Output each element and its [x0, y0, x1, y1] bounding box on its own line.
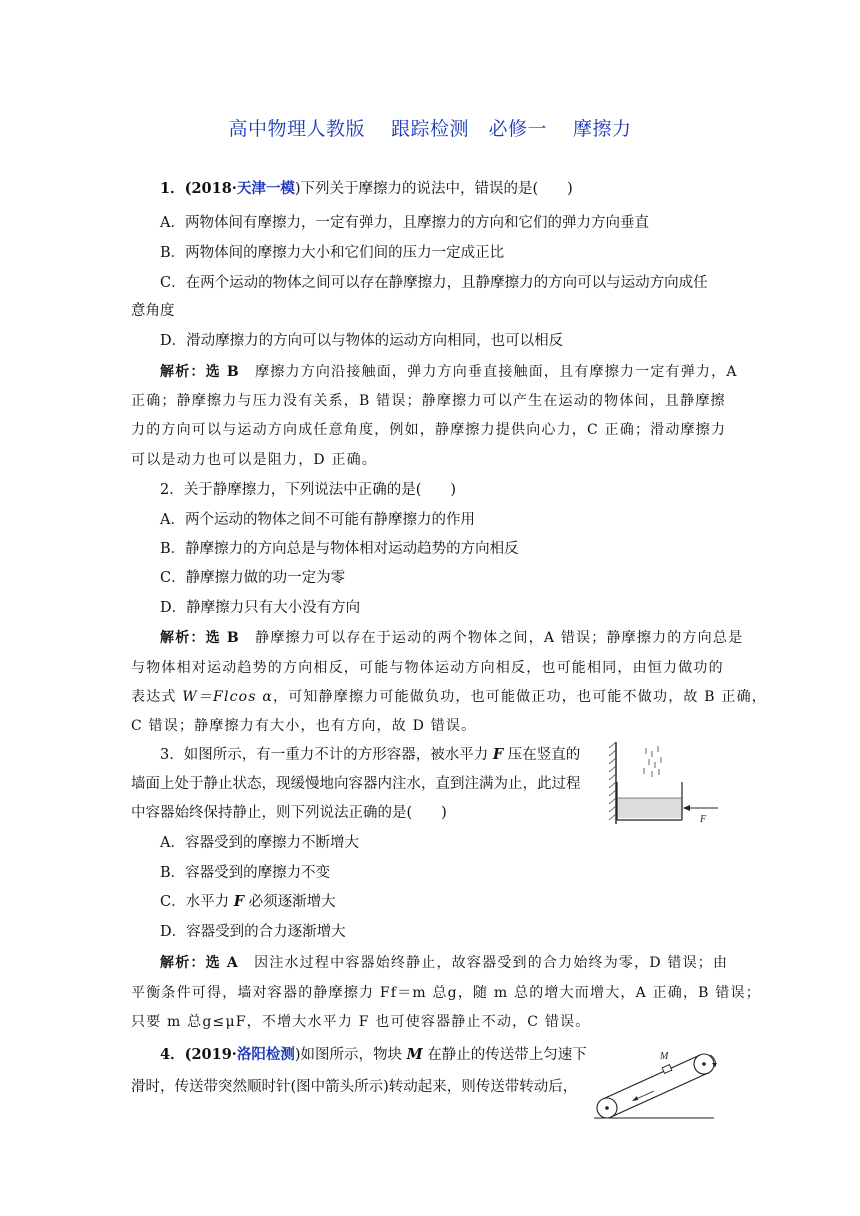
- q3-solution-line2: 平衡条件可得，墙对容器的静摩擦力 Ff＝m 总g，随 m 总的增大而增大，A 正确，B 错误；: [131, 985, 761, 1001]
- page-title: 高中物理人教版 跟踪检测 必修一 摩擦力: [228, 118, 632, 140]
- q2-solution-text: 静摩擦力可以存在于运动的两个物体之间，A 错误；静摩擦力的方向总是: [239, 630, 744, 646]
- q2-solution-lead: 解析：选 B: [160, 630, 240, 646]
- wall: [609, 742, 616, 824]
- falling-water-drops: [644, 746, 661, 777]
- q3-solution-line3: 只要 m 总g≤μF，不增大水平力 F 也可使容器静止不动，C 错误。: [131, 1014, 591, 1030]
- q1-solution-line4: 可以是动力也可以是阻力，D 正确。: [131, 452, 378, 468]
- q3-option-d: D．容器受到的合力逐渐增大: [160, 924, 346, 940]
- q1-option-c-line1: C．在两个运动的物体之间可以存在静摩擦力，且静摩擦力的方向可以与运动方向成任: [160, 275, 708, 291]
- q2-option-c: C．静摩擦力做的功一定为零: [160, 570, 346, 586]
- conveyor-belt: [594, 1054, 714, 1118]
- q4-stem-line1-start: )如图所示，物块: [294, 1047, 407, 1063]
- q3-option-c-end: 必须逐渐增大: [244, 894, 336, 910]
- q1-option-d: D．滑动摩擦力的方向可以与物体的运动方向相同，也可以相反: [160, 333, 564, 349]
- q2-option-d: D．静摩擦力只有大小没有方向: [160, 600, 361, 616]
- q2-solution-line3-start: 表达式: [131, 689, 183, 705]
- q1-solution-text: 摩擦力方向沿接触面，弹力方向垂直接触面，且有摩擦力一定有弹力，A: [239, 364, 738, 380]
- q3-solution-text: 因注水过程中容器始终静止，故容器受到的合力始终为零，D 错误；由: [238, 955, 729, 971]
- q2-option-b: B．静摩擦力的方向总是与物体相对运动趋势的方向相反: [160, 541, 519, 557]
- block-m: [662, 1065, 672, 1074]
- force-label: F: [700, 814, 707, 825]
- force-arrow: [683, 805, 718, 811]
- q2-stem: 2．关于静摩擦力，下列说法中正确的是( ): [160, 482, 457, 498]
- q2-solution-line2: 与物体相对运动趋势的方向相反，可能与物体运动方向相反，也可能相同，由恒力做功的: [131, 660, 724, 676]
- container: [617, 782, 682, 820]
- q1-number: 1．(2018·: [160, 180, 237, 197]
- q4-stem-line1: [160, 1045, 587, 1065]
- q2-solution-line4: C 错误；静摩擦力有大小，也有方向，故 D 错误。: [131, 718, 477, 734]
- q2-solution-line3-end: ，可知静摩擦力可能做负功，也可能做正功，也可能不做功，故 B 正确，: [273, 689, 767, 705]
- q4-figure: [588, 1042, 728, 1126]
- q1-solution-line2: 正确；静摩擦力与压力没有关系，B 错误；静摩擦力可以产生在运动的物体间，且静摩擦: [131, 393, 726, 409]
- q3-option-c: [160, 892, 336, 912]
- q3-stem-line1-start: 3．如图所示，有一重力不计的方形容器，被水平力: [160, 747, 493, 763]
- q2-formula: W＝Flcos α: [182, 689, 273, 705]
- q1-solution-lead: 解析：选 B: [160, 364, 240, 380]
- q1-stem: [160, 179, 573, 199]
- q2-solution-line3: [131, 687, 767, 707]
- q3-option-b: B．容器受到的摩擦力不变: [160, 865, 331, 881]
- q1-option-c-line2: 意角度: [131, 303, 175, 319]
- q3-solution-lead: 解析：选 A: [160, 955, 239, 971]
- q3-figure: [606, 740, 730, 826]
- q3-stem-line1-end: 压在竖直的: [503, 747, 581, 763]
- q1-option-a: A．两物体间有摩擦力，一定有弹力，且摩擦力的方向和它们的弹力方向垂直: [160, 215, 649, 231]
- q1-option-b: B．两物体间的摩擦力大小和它们间的压力一定成正比: [160, 245, 505, 261]
- q4-stem-line2: 滑时，传送带突然顺时针(图中箭头所示)转动起来，则传送带转动后，: [131, 1079, 578, 1095]
- q3-stem-line3: 中容器始终保持静止，则下列说法正确的是( ): [131, 805, 447, 821]
- q3-stem-line2: 墙面上处于静止状态，现缓慢地向容器内注水，直到注满为止，此过程: [131, 776, 581, 792]
- q3-solution-line1: [160, 953, 728, 973]
- q3-stem-line1: [160, 745, 580, 765]
- q4-block-symbol: M: [406, 1046, 423, 1063]
- q2-solution-line1: [160, 628, 743, 648]
- q1-solution-line1: [160, 362, 738, 382]
- block-label: M: [660, 1051, 669, 1062]
- q1-solution-line3: 力的方向可以与运动方向成任意角度，例如，静摩擦力提供向心力，C 正确；滑动摩擦力: [131, 422, 727, 438]
- q2-option-a: A．两个运动的物体之间不可能有静摩擦力的作用: [160, 512, 475, 528]
- q1-stem-text: )下列关于摩擦力的说法中，错误的是( ): [294, 181, 573, 197]
- q3-option-c-start: C．水平力: [160, 894, 234, 910]
- q4-number: 4．(2019·: [160, 1046, 237, 1063]
- q4-source: 洛阳检测: [236, 1046, 295, 1063]
- q1-source: 天津一模: [236, 180, 295, 197]
- q4-stem-line1-end: 在静止的传送带上匀速下: [422, 1047, 587, 1063]
- q3-option-a: A．容器受到的摩擦力不断增大: [160, 835, 359, 851]
- q3-force-symbol: F: [492, 746, 504, 763]
- q3-option-c-symbol: F: [233, 893, 245, 910]
